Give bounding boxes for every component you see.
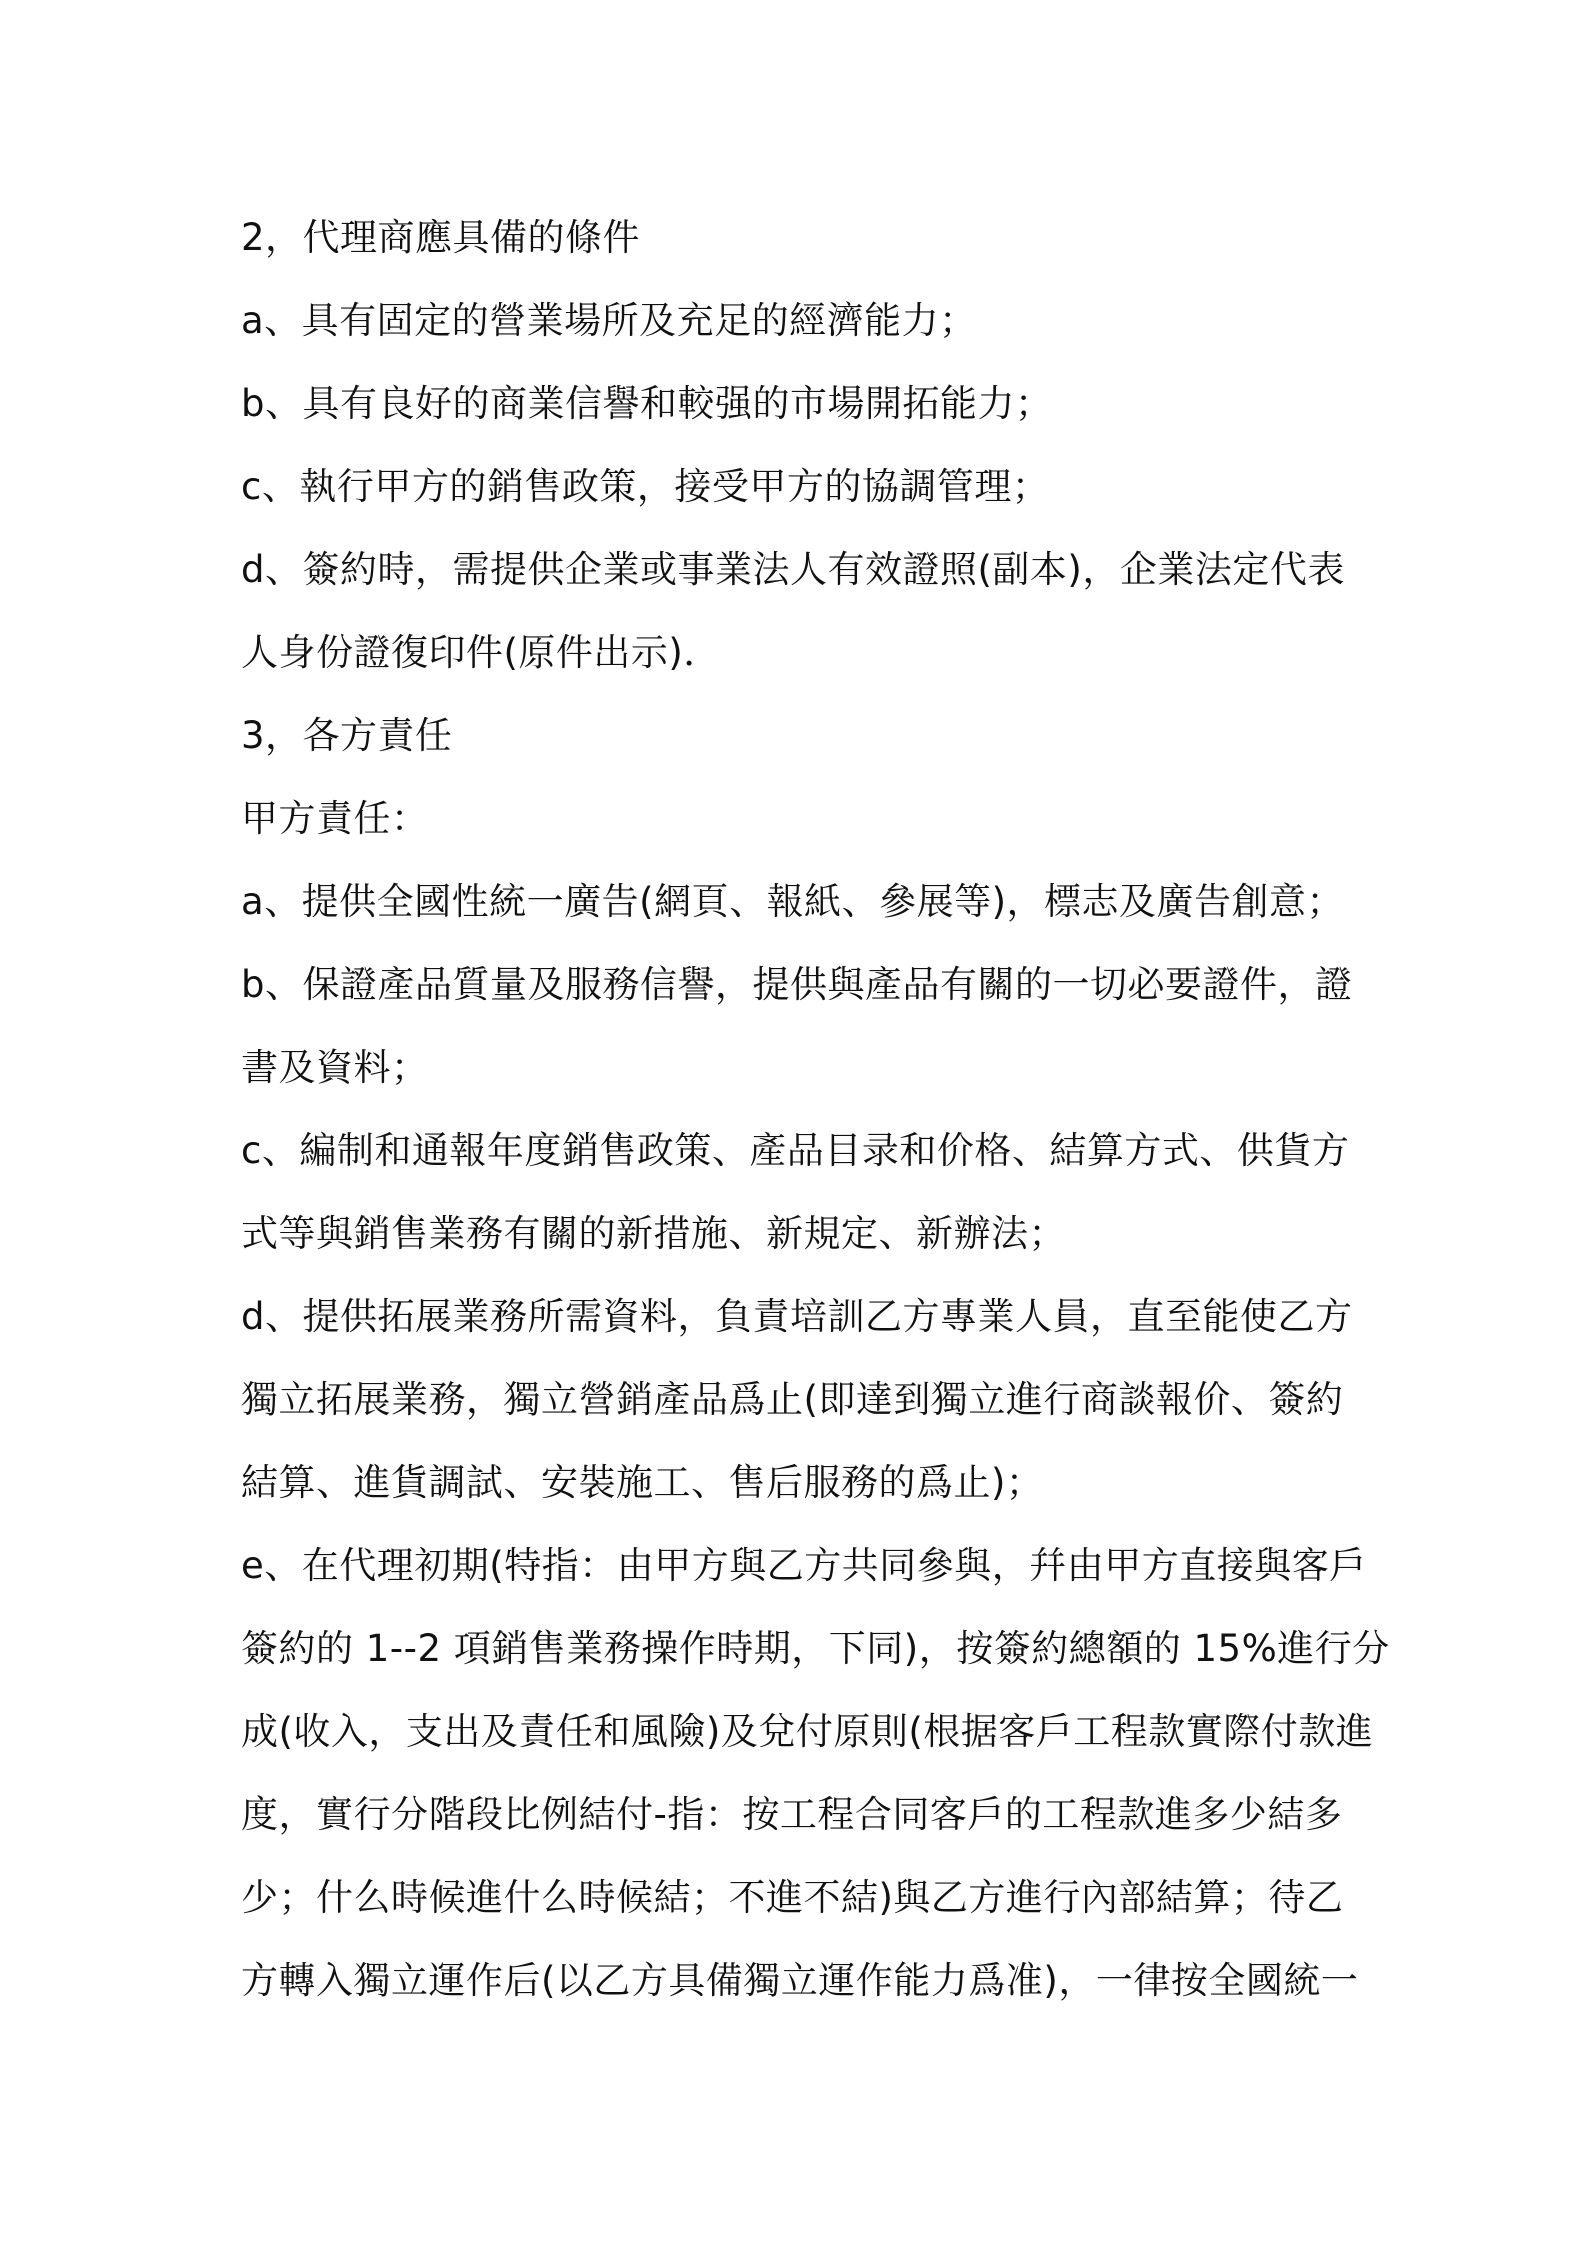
section-heading-agent-conditions: 2，代理商應具備的條件 (241, 216, 641, 259)
responsibility-item-e-continued-5: 方轉入獨立運作后(以乙方具備獨立運作能力爲准)，一律按全國統一 (241, 1959, 1359, 2002)
condition-item-c: c、執行甲方的銷售政策，接受甲方的協調管理； (241, 465, 1050, 508)
responsibility-item-e: e、在代理初期(特指：由甲方與乙方共同參與，幷由甲方直接與客戶 (241, 1544, 1367, 1587)
responsibility-item-d: d、提供拓展業務所需資料，負責培訓乙方專業人員，直至能使乙方 (241, 1295, 1353, 1338)
responsibility-item-d-continued-2: 結算、進貨調試、安裝施工、售后服務的爲止)； (241, 1461, 1044, 1504)
responsibility-item-e-continued-4: 少；什么時候進什么時候結；不進不結)與乙方進行內部結算；待乙 (241, 1876, 1344, 1919)
condition-item-b: b、具有良好的商業信譽和較强的市場開拓能力； (241, 382, 1053, 425)
section-heading-responsibilities: 3，各方責任 (241, 714, 453, 757)
condition-item-d: d、簽約時，需提供企業或事業法人有效證照(副本)，企業法定代表 (241, 548, 1345, 591)
responsibility-item-b-continued: 書及資料； (241, 1046, 429, 1089)
condition-item-a: a、具有固定的營業場所及充足的經濟能力； (241, 299, 977, 342)
responsibility-item-e-continued-3: 度，實行分階段比例結付-指：按工程合同客戶的工程款進多少結多 (241, 1793, 1343, 1836)
document-body (241, 196, 1390, 2022)
responsibility-item-b: b、保證產品質量及服務信譽，提供與產品有關的一切必要證件，證 (241, 963, 1353, 1006)
responsibility-item-c: c、編制和通報年度銷售政策、產品目录和价格、結算方式、供貨方 (241, 1129, 1350, 1172)
responsibility-item-d-continued-1: 獨立拓展業務，獨立營銷產品爲止(即達到獨立進行商談報价、簽約 (241, 1378, 1344, 1421)
party-a-responsibilities-heading: 甲方責任： (241, 797, 429, 840)
responsibility-item-e-continued-1: 簽約的 1--2 項銷售業務操作時期，下同)，按簽約總額的 15%進行分 (241, 1627, 1390, 1670)
condition-item-d-continued: 人身份證復印件(原件出示)． (241, 631, 721, 674)
responsibility-item-c-continued: 式等與銷售業務有關的新措施、新規定、新辦法； (241, 1212, 1066, 1255)
responsibility-item-e-continued-2: 成(收入，支出及責任和風險)及兌付原則(根据客戶工程款實際付款進 (241, 1710, 1374, 1753)
responsibility-item-a: a、提供全國性統一廣告(網頁、報紙、參展等)，標志及廣告創意； (241, 880, 1345, 923)
